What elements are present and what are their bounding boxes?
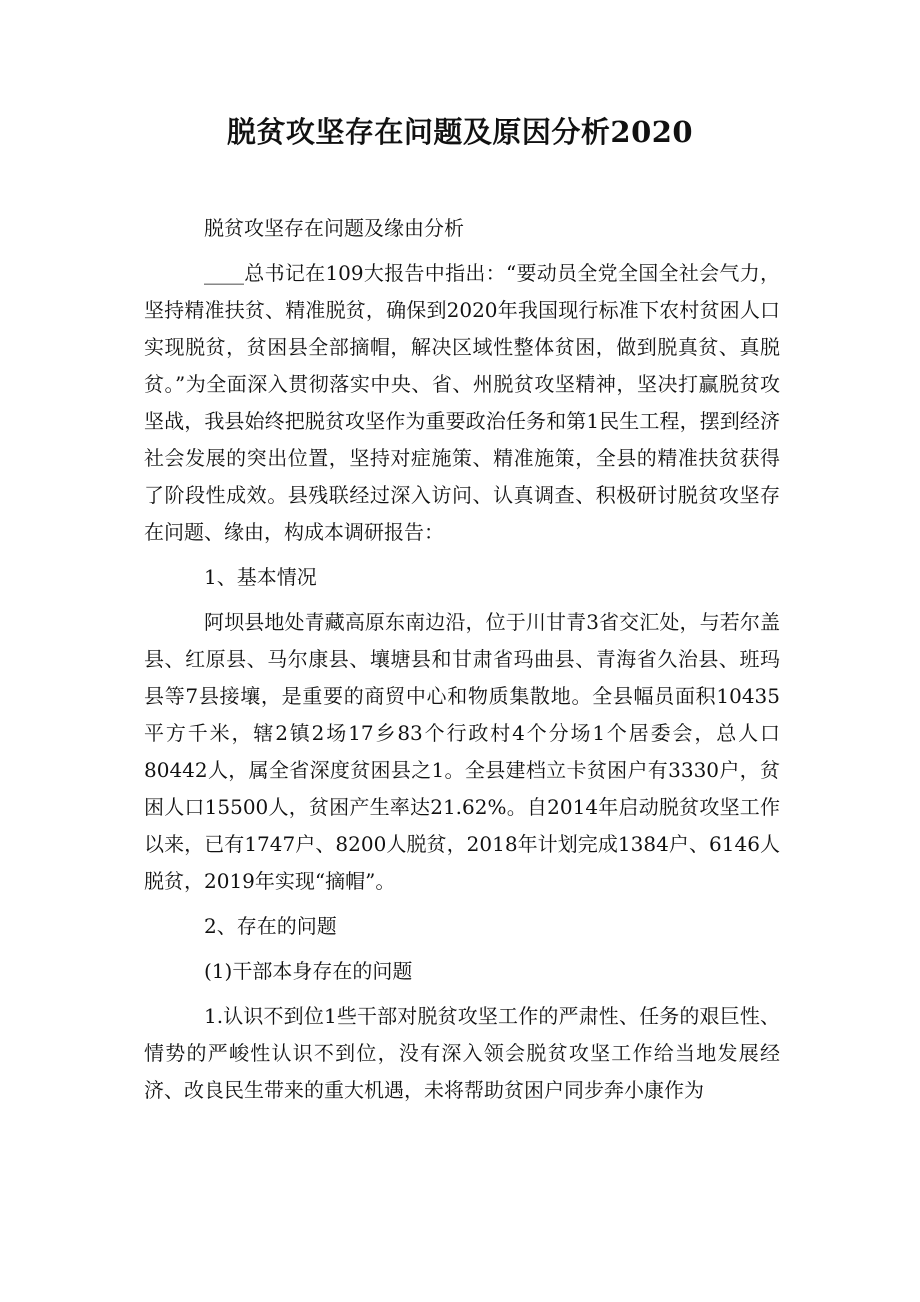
document-body: [144, 210, 780, 1109]
section-heading-basic-situation: 1、基本情况: [204, 565, 317, 589]
subsection-heading-cadre-problems: (1)干部本身存在的问题: [204, 959, 413, 983]
paragraph-intro: ____总书记在109大报告中指出：“要动员全党全国全社会气力，坚持精准扶贫、精准脱贫，确保到2020年我国现行标准下农村贫困人口实现脱贫，贫困县全部摘帽，解决区域性整体贫困，做到脱真贫、真脱贫。”为全面深入贯彻落实中央、省、州脱贫攻坚精神，坚决打赢脱贫攻坚战，我县始终把脱贫攻坚作为重要政治任务和第1民生工程，摆到经济社会发展的突出位置，坚持对症施策、精准施策，全县的精准扶贫获得了阶段性成效。县残联经过深入访问、认真调查、积极研讨脱贫攻坚存在问题、缘由，构成本调研报告：: [144, 261, 780, 544]
paragraph-awareness: 1.认识不到位1些干部对脱贫攻坚工作的严肃性、任务的艰巨性、情势的严峻性认识不到位，没有深入领会脱贫攻坚工作给当地发展经济、改良民生带来的重大机遇，未将帮助贫困户同步奔小康作为: [144, 1004, 780, 1102]
paragraph-subtitle: 脱贫攻坚存在问题及缘由分析: [204, 216, 464, 240]
paragraph-basic-situation: 阿坝县地处青藏高原东南边沿，位于川甘青3省交汇处，与若尔盖县、红原县、马尔康县、壤塘县和甘肃省玛曲县、青海省久治县、班玛县等7县接壤，是重要的商贸中心和物质集散地。全县幅员面积10435平方千米，辖2镇2场17乡83个行政村4个分场1个居委会，总人口80442人，属全省深度贫困县之1。全县建档立卡贫困户有3330户，贫困人口15500人，贫困产生率达21.62%。自2014年启动脱贫攻坚工作以来，已有1747户、8200人脱贫，2018年计划完成1384户、6146人脱贫，2019年实现“摘帽”。: [144, 610, 780, 893]
document-title: 脱贫攻坚存在问题及原因分析2020: [226, 115, 694, 149]
section-heading-problems: 2、存在的问题: [204, 914, 337, 938]
